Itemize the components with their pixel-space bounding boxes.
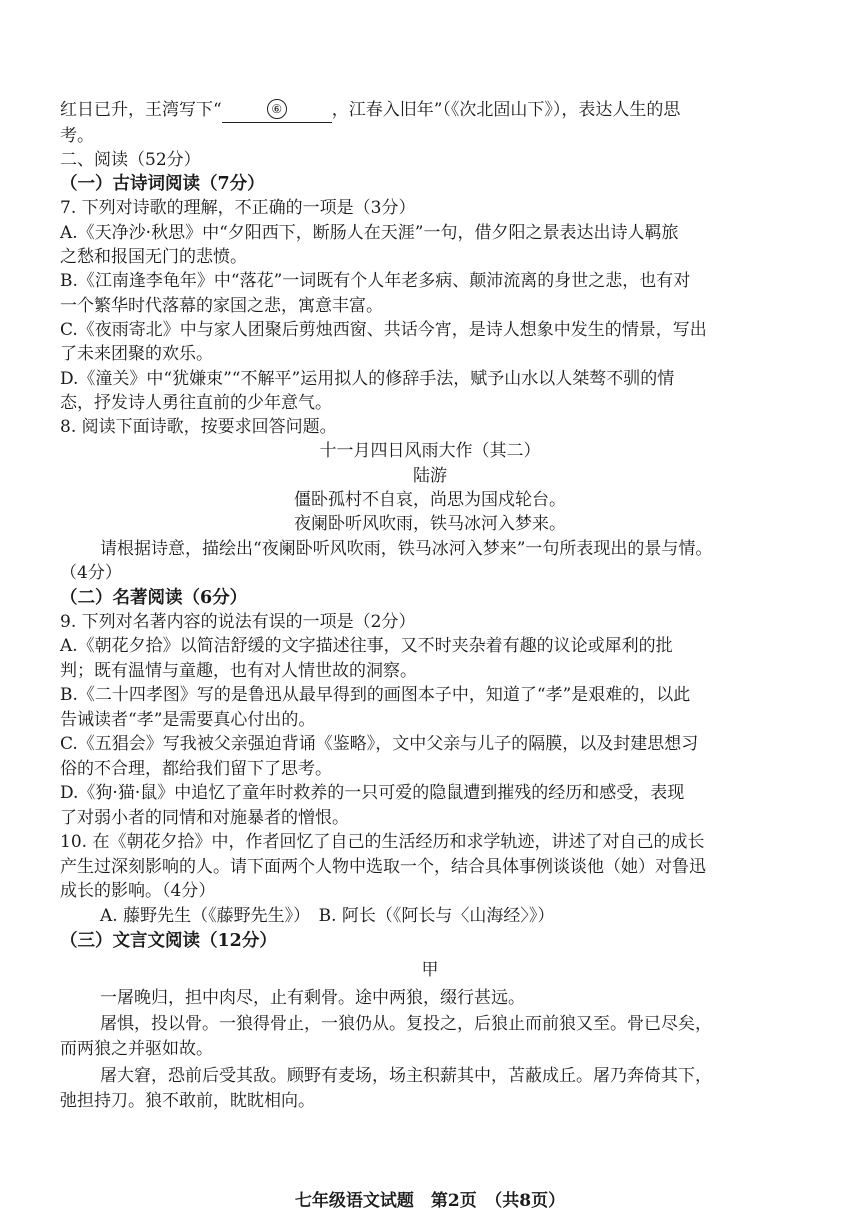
text-line: 红日已升，王湾写下“ ⑥ ，江春入旧年”（《次北固山下》），表达人生的思: [60, 98, 782, 123]
subsection-heading: （二）名著阅读（6分）: [60, 588, 248, 608]
option-line: B.《二十四孝图》写的是鲁迅从最早得到的画图本子中，知道了“孝”是艰难的，以此: [60, 685, 691, 705]
option-line: B.《江南逢李龟年》中“落花”一词既有个人年老多病、颠沛流离的身世之悲，也有对: [60, 271, 691, 291]
fill-blank: [222, 98, 332, 123]
blank-number: ⑥: [267, 99, 287, 119]
option-line: C.《夜雨寄北》中与家人团聚后剪烛西窗、共话今宵，是诗人想象中发生的情景，写出: [60, 320, 707, 340]
subsection-heading: （三）文言文阅读（12分）: [60, 931, 277, 951]
passage-line: 弛担持刀。狼不敢前，眈眈相向。: [60, 1091, 315, 1111]
option-line: 一个繁华时代落幕的家国之悲，寓意丰富。: [60, 296, 383, 316]
question-stem: 8. 阅读下面诗歌，按要求回答问题。: [60, 417, 337, 437]
question-stem: 7. 下列对诗歌的理解，不正确的一项是（3分）: [60, 198, 416, 218]
option-line: 态，抒发诗人勇往直前的少年意气。: [60, 393, 332, 413]
question-stem: 请根据诗意，描绘出“夜阑卧听风吹雨，铁马冰河入梦来”一句所表现出的景与情。: [100, 539, 713, 559]
passage-line: 一屠晚归，担中肉尽，止有剩骨。途中两狼，缀行甚远。: [100, 988, 525, 1008]
subsection-heading: （一）古诗词阅读（7分）: [60, 174, 265, 194]
question-stem: 成长的影响。（4分）: [60, 881, 216, 901]
text-line: 考。: [60, 126, 94, 146]
option-line: D.《狗·猫·鼠》中追忆了童年时救养的一只可爱的隐鼠遭到摧残的经历和感受，表现: [60, 783, 685, 803]
choice-line: A. 藤野先生（《藤野先生》） B. 阿长（《阿长与〈山海经〉》）: [100, 906, 555, 926]
option-line: 告诫读者“孝”是需要真心付出的。: [60, 710, 316, 730]
option-line: 俗的不合理，都给我们留下了思考。: [60, 759, 332, 779]
question-stem: 产生过深刻影响的人。请下面两个人物中选取一个，结合具体事例谈谈他（她）对鲁迅: [60, 857, 706, 877]
poem-line: 僵卧孤村不自哀，尚思为国戍轮台。: [294, 490, 566, 510]
option-line: 了未来团聚的欢乐。: [60, 344, 213, 364]
passage-line: 屠惧，投以骨。一狼得骨止，一狼仍从。复投之，后狼止而前狼又至。骨已尽矣，: [100, 1014, 712, 1034]
passage-line: 而两狼之并驱如故。: [60, 1039, 213, 1059]
page-footer: 七年级语文试题 第2页 （共8页）: [294, 1191, 566, 1211]
poem-title: 十一月四日风雨大作（其二）: [319, 441, 541, 461]
question-stem: 9. 下列对名著内容的说法有误的一项是（2分）: [60, 612, 416, 632]
poem-author: 陆游: [413, 466, 447, 486]
option-line: C.《五猖会》写我被父亲强迫背诵《鉴略》，文中父亲与儿子的隔膜，以及封建思想习: [60, 734, 699, 754]
passage-line: 屠大窘，恐前后受其敌。顾野有麦场，场主积薪其中，苫蔽成丘。屠乃奔倚其下，: [100, 1066, 712, 1086]
option-line: 了对弱小者的同情和对施暴者的憎恨。: [60, 808, 349, 828]
option-line: 判；既有温情与童趣，也有对人情世故的洞察。: [60, 661, 417, 681]
score-note: （4分）: [60, 563, 122, 583]
option-line: 之愁和报国无门的悲愤。: [60, 247, 247, 267]
option-line: A.《朝花夕拾》以简洁舒缓的文字描述往事，又不时夹杂着有趣的议论或犀利的批: [60, 636, 673, 656]
section-heading: 二、阅读（52分）: [60, 150, 201, 170]
option-line: A.《天净沙·秋思》中“夕阳西下，断肠人在天涯”一句，借夕阳之景表达出诗人羁旅: [60, 223, 679, 243]
poem-line: 夜阑卧听风吹雨，铁马冰河入梦来。: [294, 514, 566, 534]
question-stem: 10. 在《朝花夕拾》中，作者回忆了自己的生活经历和求学轨迹，讲述了对自己的成长: [60, 832, 705, 852]
option-line: D.《潼关》中“犹嫌束”“不解平”运用拟人的修辞手法，赋予山水以人桀骜不驯的情: [60, 369, 675, 389]
passage-label: 甲: [421, 960, 439, 980]
